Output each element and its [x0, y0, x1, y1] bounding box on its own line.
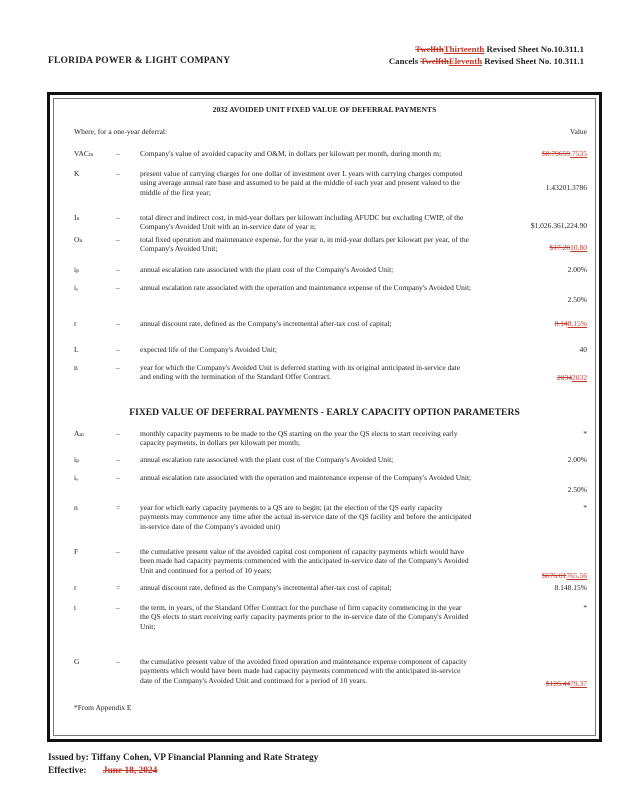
document-frame [47, 92, 602, 742]
inserted-value: 2.50% [567, 295, 587, 304]
parameter-value [542, 149, 587, 158]
parameter-value [546, 183, 587, 192]
parameter-dash: = [116, 583, 121, 592]
parameter-symbol: K [74, 169, 80, 178]
parameter-dash: – [116, 265, 120, 274]
parameter-description: annual escalation rate associated with the plant cost of the Company's Avoided Unit; [140, 455, 394, 464]
parameter-symbol: iₒ [74, 283, 79, 292]
parameter-dash: – [116, 149, 120, 158]
parameter-value [542, 571, 587, 580]
parameter-symbol: n [74, 503, 78, 512]
parameter-dash: – [116, 235, 120, 244]
parameter-symbol: r [74, 319, 77, 328]
parameter-symbol: G [74, 657, 80, 666]
deleted-value: $126.44 [545, 679, 571, 688]
parameter-symbol: iₚ [74, 265, 80, 274]
parameter-value [557, 373, 587, 382]
inserted-value: * [583, 429, 587, 438]
inserted-value: * [583, 603, 587, 612]
parameter-symbol: VACₘ [74, 149, 94, 158]
sheet-deleted-text: Twelfth [415, 44, 444, 54]
deleted-value: 8.14 [554, 319, 568, 328]
parameter-dash: – [116, 363, 120, 372]
sheet-suffix: Revised Sheet No.10.311.1 [484, 44, 584, 54]
inserted-value: 2.00% [567, 265, 587, 274]
company-name: FLORIDA POWER & LIGHT COMPANY [48, 56, 231, 66]
deleted-value: $8.79659 [542, 149, 571, 158]
parameter-dash: – [116, 473, 120, 482]
inserted-value: * [583, 503, 587, 512]
parameter-description: the term, in years, of the Standard Offer Contract for the purchase of firm capacity commencing in the year the QS elects to start receiving early capacity payments prior to the in-service date of the Company's Avoided Unit; [140, 603, 469, 631]
parameter-dash: – [116, 169, 120, 178]
deleted-value: $17.20 [549, 243, 571, 252]
revised-sheet-line [415, 44, 584, 54]
sheet-inserted-text: Thirteenth [443, 44, 485, 54]
parameter-dash: – [116, 657, 120, 666]
cancels-sheet-line [389, 56, 584, 66]
parameter-dash: = [116, 503, 121, 512]
parameter-value [583, 503, 587, 512]
effective-line [48, 765, 318, 778]
inserted-value: 1.43201.3786 [545, 183, 587, 192]
parameter-dash: – [116, 345, 120, 354]
parameter-value [568, 455, 587, 464]
parameter-symbol: n [74, 363, 78, 372]
parameter-symbol: L [74, 345, 79, 354]
inserted-value: 2.00% [567, 455, 587, 464]
parameter-value [583, 603, 587, 612]
parameter-value [580, 345, 588, 354]
inserted-value: 2032 [572, 373, 587, 382]
parameter-description: year for which the Company's Avoided Unit is deferred starting with its original anticipated in-service date and ending with the termination of the Standard Offer Contract. [140, 363, 461, 382]
parameter-value [568, 295, 587, 304]
parameter-description: the cumulative present value of the avoided capital cost component of capacity payments which would have been made had capacity payments commenced with the anticipated in-service date of the Company's Avoided Unit and continued for a period of 10 years; [140, 547, 469, 575]
document-title: 2032 AVOIDED UNIT FIXED VALUE OF DEFERRAL PAYMENTS [212, 105, 437, 114]
parameter-description: the cumulative present value of the avoided fixed operation and maintenance expense component of capacity payments which would have been made had capacity payments commenced with the anticipated in-service date of the Company's Avoided Unit and continued for a period of 10 years. [140, 657, 467, 685]
parameter-dash: – [116, 603, 120, 612]
parameter-symbol: Oₙ [74, 235, 83, 244]
inserted-value: 2.50% [567, 485, 587, 494]
parameter-value [583, 429, 587, 438]
parameter-symbol: Iₙ [74, 213, 80, 222]
effective-label: Effective: [48, 766, 87, 776]
parameter-value [568, 485, 587, 494]
section-title: FIXED VALUE OF DEFERRAL PAYMENTS - EARLY CAPACITY OPTION PARAMETERS [129, 407, 520, 418]
value-column-header: Value [569, 127, 587, 136]
effective-date: June 18, 2024 [102, 766, 158, 776]
issued-by: Issued by: Tiffany Cohen, VP Financial Planning and Rate Strategy [48, 753, 319, 763]
inserted-value: 8.148.15% [554, 583, 587, 592]
parameter-description: annual discount rate, defined as the Company's incremental after-tax cost of capital; [140, 583, 392, 592]
parameter-dash: – [116, 547, 120, 556]
parameter-value [555, 583, 588, 592]
deleted-value: $676.01 [542, 571, 567, 580]
parameter-description: monthly capacity payments to be made to the QS starting on the year the QS elects to start receiving early capacity payments, in dollars per kilowatt per month; [140, 429, 458, 448]
parameter-description: present value of carrying charges for one dollar of investment over L years with carrying charges computed using average annual rate base and assumed to be paid at the middle of each year and present valued to the middle of the first year; [140, 169, 463, 197]
parameter-dash: – [116, 455, 120, 464]
parameter-description: year for which early capacity payments to a QS are to begin; (at the election of the QS early capacity payments may commence any time after the actual in-service date of the QS facility and before the anticipated in-service date of the Company's avoided unit) [140, 503, 472, 531]
parameter-value [546, 679, 587, 688]
parameter-value [531, 221, 587, 230]
parameter-value [550, 243, 588, 252]
parameter-description: annual escalation rate associated with the plant cost of the Company's Avoided Unit; [140, 265, 394, 274]
parameter-symbol: r [74, 583, 77, 592]
cancels-prefix: Cancels [388, 56, 421, 66]
parameter-symbol: t [74, 603, 77, 612]
inserted-value: 10.80 [570, 243, 587, 252]
parameter-symbol: Aₘ [74, 429, 85, 438]
parameter-dash: – [116, 213, 120, 222]
parameter-value [555, 319, 588, 328]
parameter-description: total direct and indirect cost, in mid-year dollars per kilowatt including AFUDC but excluding CWIP, of the Company's Avoided Unit with an in-service date of year n; [140, 213, 464, 232]
parameter-symbol: iₒ [74, 473, 79, 482]
parameter-dash: – [116, 319, 120, 328]
cancels-inserted-text: Eleventh [448, 56, 483, 66]
footnote: *From Appendix E [74, 703, 132, 712]
cancels-suffix: Revised Sheet No. 10.311.1 [482, 56, 584, 66]
parameter-value [568, 265, 587, 274]
inserted-value: 79.37 [570, 679, 587, 688]
parameter-description: Company's value of avoided capacity and O&M, in dollars per kilowatt per month, during month m; [140, 149, 442, 158]
footer-block [48, 752, 318, 778]
cancels-deleted-text: Twelfth [420, 56, 449, 66]
inserted-value: .7535 [570, 149, 587, 158]
inserted-value: 8.15% [567, 319, 587, 328]
parameter-symbol: F [74, 547, 79, 556]
parameter-description: expected life of the Company's Avoided Unit; [140, 345, 278, 354]
parameter-description: annual escalation rate associated with the operation and maintenance expense of the Company's Avoided Unit; [140, 473, 472, 482]
inserted-value: 765.56 [566, 571, 587, 580]
parameter-description: annual discount rate, defined as the Company's incremental after-tax cost of capital; [140, 319, 392, 328]
parameter-dash: – [116, 283, 120, 292]
deleted-value: 2034 [557, 373, 572, 382]
parameter-description: annual escalation rate associated with the operation and maintenance expense of the Company's Avoided Unit; [140, 283, 472, 292]
parameter-description: total fixed operation and maintenance expense, for the year n, in mid-year dollars per kilowatt per year, of the Company's Avoided Unit; [140, 235, 469, 254]
intro-text: Where, for a one-year deferral: [74, 127, 168, 136]
parameter-dash: – [116, 429, 120, 438]
parameter-symbol: iₚ [74, 455, 80, 464]
inserted-value: 40 [579, 345, 587, 354]
inserted-value: $1,026.361,224.90 [530, 221, 587, 230]
